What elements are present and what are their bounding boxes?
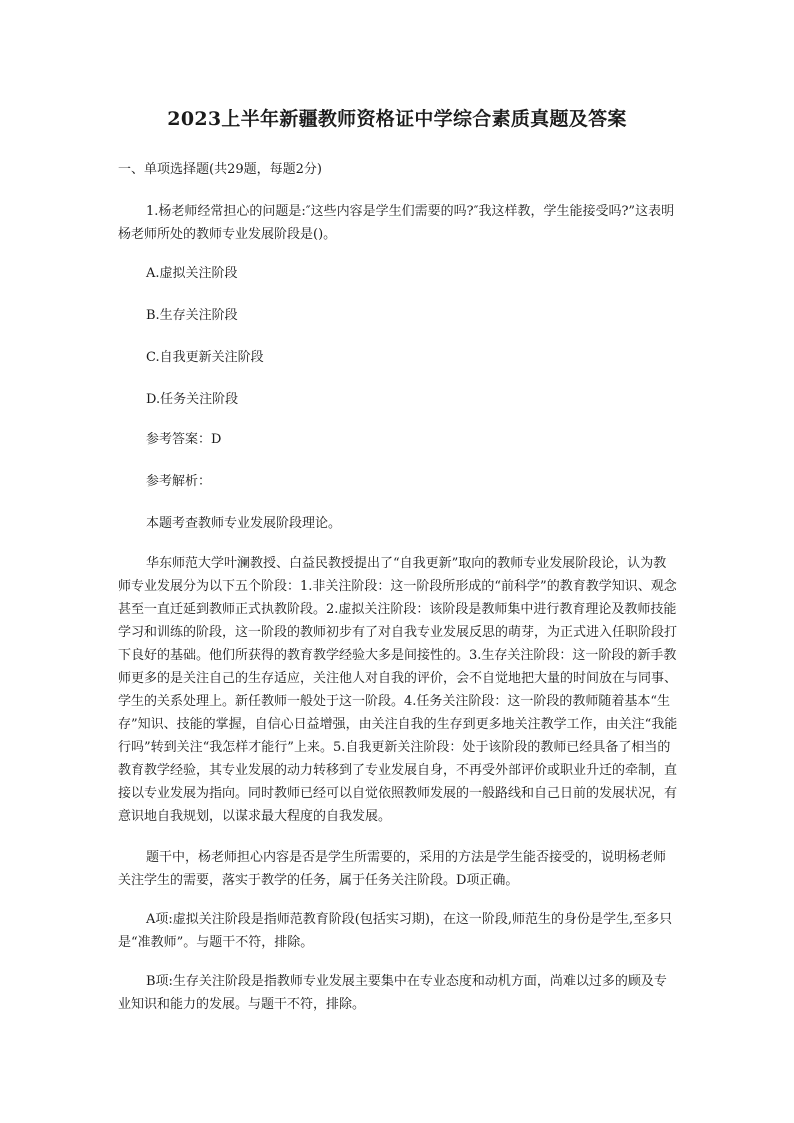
option-d: D.任务关注阶段	[146, 392, 239, 407]
analysis-paragraph: 本题考查教师专业发展阶段理论。	[146, 516, 342, 531]
analysis-paragraph: B项:生存关注阶段是指教师专业发展主要集中在专业态度和动机方面，尚难以过多的顾及专业知识和能力的发展。与题干不符，排除。	[118, 974, 667, 1012]
analysis-paragraph: 华东师范大学叶澜教授、白益民教授提出了“自我更新”取向的教师专业发展阶段论，认为教师专业发展分为以下五个阶段：1.非关注阶段：这一阶段所形成的“前科学”的教育教学知识、观念甚至一直迁延到教师正式执教阶段。2.虚拟关注阶段：该阶段是教师集中进行教育理论及教师技能学习和训练的阶段，这一阶段的教师初步有了对自我专业发展反思的萌芽，为正式进入任职阶段打下良好的基础。他们所获得的教育教学经验大多是间接性的。3.生存关注阶段：这一阶段的新手教师更多的是关注自己的生存适应，关注他人对自我的评价，会不自觉地把大量的时间放在与同事、学生的关系处理上。新任教师一般处于这一阶段。4.任务关注阶段：这一阶段的教师随着基本“生存”知识、技能的掌握，自信心日益增强，由关注自我的生存到更多地关注教学工作，由关注“我能行吗”转到关注“我怎样才能行”上来。5.自我更新关注阶段：处于该阶段的教师已经具备了相当的教育教学经验，其专业发展的动力转移到了专业发展自身，不再受外部评价或职业升迁的牵制，直接以专业发展为指向。同时教师已经可以自觉依照教师发展的一般路线和自己日前的发展状况，有意识地自我规划，以谋求最大程度的自我发展。	[118, 556, 678, 824]
document-title: 2023上半年新疆教师资格证中学综合素质真题及答案	[167, 108, 627, 130]
question-stem: 1.杨老师经常担心的问题是:″这些内容是学生们需要的吗?″我这样教，学生能接受吗?”这表明杨老师所处的教师专业发展阶段是()。	[118, 204, 675, 242]
option-a: A.虚拟关注阶段	[146, 266, 238, 281]
analysis-label: 参考解析：	[146, 474, 212, 489]
option-b: B.生存关注阶段	[146, 308, 238, 323]
analysis-paragraph: 题干中，杨老师担心内容是否是学生所需要的，采用的方法是学生能否接受的，说明杨老师关注学生的需要，落实于教学的任务，属于任务关注阶段。D项正确。	[118, 850, 667, 888]
analysis-paragraph: A项:虚拟关注阶段是指师范教育阶段(包括实习期)，在这一阶段,师范生的身份是学生,至多只是“准教师”。与题干不符，排除。	[118, 912, 673, 950]
section-heading: 一、单项选择题(共29题，每题2分)	[118, 162, 322, 177]
answer-label: 参考答案：D	[146, 432, 222, 447]
option-c: C.自我更新关注阶段	[146, 350, 264, 365]
